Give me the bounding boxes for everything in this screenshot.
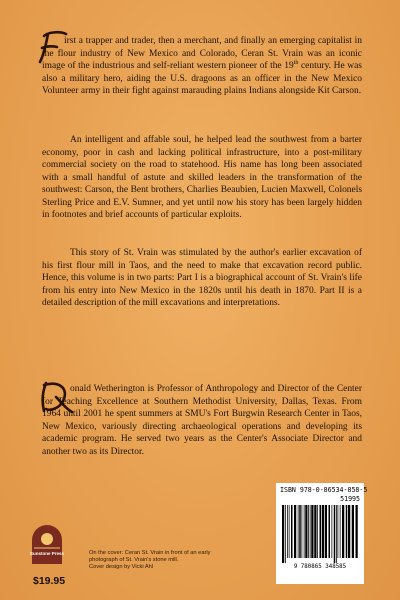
paragraph-3-text: This story of St. Vrain was stimulated by the author's earlier excavation of his first flour mill in Taos, and the need to make that excavation record public. Hence, this volume is in two parts: Part I is a biographical account of St. Vrain's life from his entry into New Mexico in the 1820s until his death in 1870. Part II is a detailed description of the mill excavations and interpretations. [42, 248, 362, 308]
price: $19.95 [33, 575, 66, 587]
paragraph-1-text: irst a trapper and trader, then a merchant, and finally an emerging capitalist in the flour industry of New Mexico and Colorado, Ceran St. Vrain was an iconic image of the industrious and self-reliant western pioneer of the 19 [42, 36, 362, 71]
credits-line-1: On the cover: Ceran St. Vrain in front of an early [89, 550, 211, 556]
barcode-bars [280, 505, 360, 563]
paragraph-1 [42, 35, 362, 98]
barcode-digits: 9 780865 348585 [293, 564, 347, 570]
paragraph-2-text: An intelligent and affable soul, he helped lead the southwest from a barter economy, poor in cash and lacking political infrastructure, into a post-military commercial society on the road to statehood. His name has long been associated with a small handful of astute and skilled leaders in the transformation of the southwest: Carson, the Bent brothers, Charlies Beaubien, Lucien Maxwell, Colonels Sterling Price and E.V. Sumner, and yet until now his story has been largely hidden in footnotes and brief accounts of particular exploits. [42, 135, 362, 220]
price-code: 51995 [340, 495, 360, 503]
isbn-barcode [276, 483, 368, 584]
author-bio [42, 383, 362, 458]
paragraph-1-end: century. He was also a military hero, aiding the U.S. dragoons as an officer in the New Mexico Volunteer army in their fight against marauding plains Indians alongside Kit Carson. [42, 61, 362, 96]
author-bio-text: onald Wetherington is Professor of Anthropology and Director of the Center for Teaching Excellence at Southern Methodist University, Dallas, Texas. From 1964 until 2001 he spent summers at SMU's Fort Burgwin Research Center in Taos, New Mexico, variously directing archaeological operations and developing its academic program. He served two years as the Center's Associate Director and another two as its Director. [42, 384, 362, 457]
credits-line-3: Cover design by Vicki Ahl [89, 564, 154, 570]
paragraph-3 [42, 247, 362, 310]
sunstone-press-logo [30, 524, 64, 566]
publisher-name: Sunstone Press [29, 551, 64, 556]
credits-line-2: photograph of St. Vrain's stone mill. [89, 557, 179, 563]
isbn-text: ISBN 978-0-86534-858-5 [280, 486, 368, 494]
cover-credits [89, 550, 259, 571]
price-code-row [280, 495, 360, 503]
superscript-th: th [293, 59, 299, 66]
paragraph-2 [42, 134, 362, 222]
